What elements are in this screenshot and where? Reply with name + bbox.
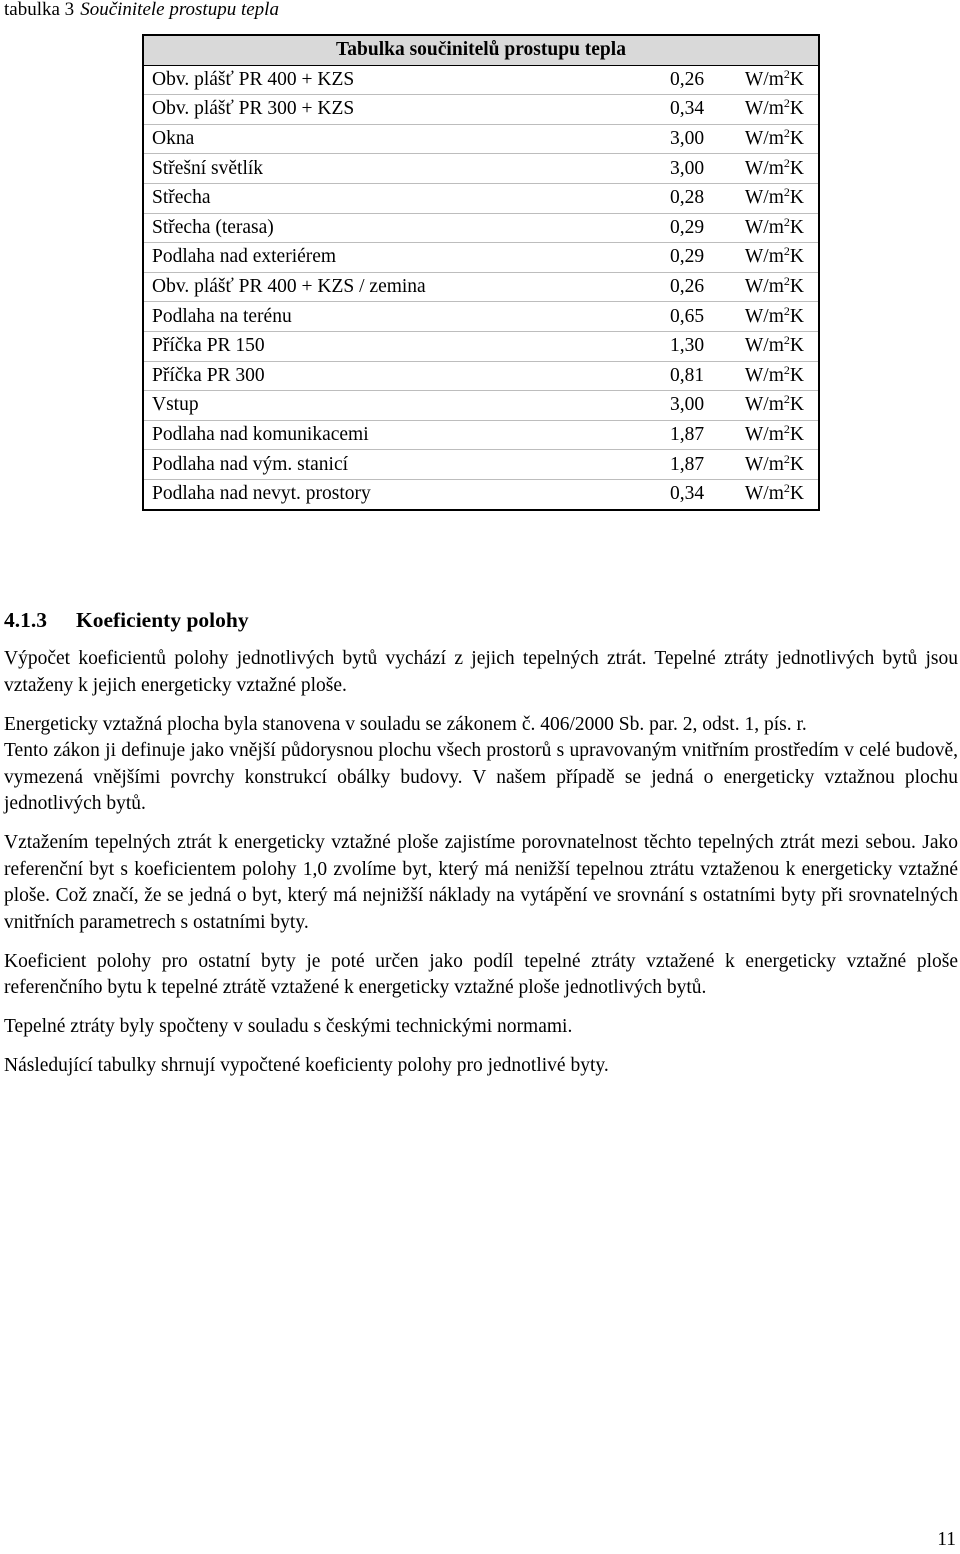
table-row: [143, 302, 819, 332]
paragraph-3: Tento zákon ji definuje jako vnější půdorysnou plochu všech prostorů s upravovaným vnitřním prostředím v celé budově, vymezená vnějšími povrchy konstrukcí obálky budovy. V našem případě se jedná o energeticky vztažnou plochu jednotlivých bytů.: [4, 740, 958, 814]
table-row: [143, 65, 819, 95]
table-row: [143, 213, 819, 243]
row-unit: [724, 154, 819, 184]
unit-base: W/m: [744, 276, 784, 298]
row-value: 1,87: [579, 420, 724, 450]
table-row: [143, 391, 819, 421]
row-unit: [724, 213, 819, 243]
table-row: [143, 331, 819, 361]
row-value: 0,34: [579, 95, 724, 125]
row-unit: [724, 95, 819, 125]
unit-exponent: 2: [783, 481, 790, 496]
table-row: [143, 154, 819, 184]
unit-exponent: 2: [783, 451, 790, 466]
row-name: Obv. plášť PR 300 + KZS: [143, 95, 579, 125]
unit-base: W/m: [744, 424, 784, 446]
unit-suffix: K: [789, 187, 804, 209]
row-value: 0,29: [579, 243, 724, 273]
paragraph-1: Výpočet koeficientů polohy jednotlivých bytů vychází z jejich tepelných ztrát. Tepelné ztráty jednotlivých bytů jsou vztaženy k jejich energeticky vztažné ploše.: [4, 648, 958, 696]
unit-base: W/m: [744, 98, 784, 120]
table-row: [143, 272, 819, 302]
paragraph-2: Energeticky vztažná plocha byla stanovena v souladu se zákonem č. 406/2000 Sb. par. 2, odst. 1, pís. r.: [4, 713, 807, 735]
row-unit: [724, 65, 819, 95]
unit-base: W/m: [744, 68, 784, 90]
unit-suffix: K: [789, 68, 804, 90]
unit-base: W/m: [744, 187, 784, 209]
row-unit: [724, 361, 819, 391]
paragraph-5: Koeficient polohy pro ostatní byty je poté určen jako podíl tepelné ztráty vztažené k energeticky vztažné ploše referenčního bytu k tepelné ztrátě vztažené k energeticky vztažné ploše jednotlivých bytů.: [4, 950, 958, 998]
table-row: [143, 124, 819, 154]
section-heading: [4, 606, 249, 634]
table-row: [143, 95, 819, 125]
unit-suffix: K: [789, 276, 804, 298]
unit-suffix: K: [789, 364, 804, 386]
page-number: 11: [937, 1529, 956, 1550]
unit-suffix: K: [789, 483, 804, 505]
unit-exponent: 2: [783, 274, 790, 289]
row-unit: [724, 331, 819, 361]
row-name: Střecha (terasa): [143, 213, 579, 243]
unit-suffix: K: [789, 216, 804, 238]
row-name: Střešní světlík: [143, 154, 579, 184]
row-value: 0,65: [579, 302, 724, 332]
row-name: Příčka PR 300: [143, 361, 579, 391]
row-value: 0,29: [579, 213, 724, 243]
unit-base: W/m: [744, 305, 784, 327]
paragraph-4: Vztažením tepelných ztrát k energeticky vztažné ploše zajistíme porovnatelnost těchto tepelných ztrát mezi sebou. Jako referenční byt s koeficientem polohy 1,0 zvolíme byt, který má nenižší tepelnou ztrátu vztaženou k energeticky vztažné ploše. Což značí, že se jedná o byt, který má nejnižší náklady na vytápění ve srovnání s ostatními byty při srovnatelných vnitřních parametrech s ostatními byty.: [4, 832, 958, 933]
row-name: Příčka PR 150: [143, 331, 579, 361]
row-unit: [724, 479, 819, 509]
unit-exponent: 2: [783, 362, 790, 377]
table-row: [143, 243, 819, 273]
paragraph-6: Tepelné ztráty byly spočteny v souladu s českými technickými normami.: [4, 1016, 573, 1037]
unit-exponent: 2: [783, 66, 790, 81]
row-name: Podlaha nad vým. stanicí: [143, 450, 579, 480]
caption-label: tabulka 3: [4, 0, 75, 20]
unit-suffix: K: [789, 157, 804, 179]
unit-base: W/m: [744, 128, 784, 150]
unit-base: W/m: [744, 453, 784, 475]
unit-exponent: 2: [783, 422, 790, 437]
unit-exponent: 2: [783, 126, 790, 141]
row-value: 3,00: [579, 154, 724, 184]
unit-base: W/m: [744, 157, 784, 179]
unit-exponent: 2: [783, 214, 790, 229]
unit-exponent: 2: [783, 303, 790, 318]
row-value: 0,81: [579, 361, 724, 391]
unit-base: W/m: [744, 216, 784, 238]
unit-suffix: K: [789, 246, 804, 268]
table-row: [143, 479, 819, 509]
unit-exponent: 2: [783, 392, 790, 407]
table-row: [143, 420, 819, 450]
unit-exponent: 2: [783, 185, 790, 200]
heat-transfer-table: [142, 34, 820, 511]
table-row: [143, 361, 819, 391]
row-name: Okna: [143, 124, 579, 154]
table-row: [143, 183, 819, 213]
caption-title: Součinitele prostupu tepla: [80, 0, 279, 20]
unit-base: W/m: [744, 246, 784, 268]
row-name: Podlaha nad komunikacemi: [143, 420, 579, 450]
row-value: 3,00: [579, 391, 724, 421]
row-name: Obv. plášť PR 400 + KZS / zemina: [143, 272, 579, 302]
table-row: [143, 450, 819, 480]
row-name: Vstup: [143, 391, 579, 421]
row-value: 0,26: [579, 272, 724, 302]
row-unit: [724, 272, 819, 302]
row-value: 0,34: [669, 483, 705, 505]
unit-base: W/m: [744, 364, 784, 386]
paragraph-7: Následující tabulky shrnují vypočtené koeficienty polohy pro jednotlivé byty.: [4, 1055, 609, 1076]
unit-suffix: K: [789, 335, 804, 357]
unit-suffix: K: [789, 394, 804, 416]
table-header-row: [143, 35, 819, 65]
unit-base: W/m: [744, 483, 784, 505]
section-number: 4.1.3: [4, 608, 47, 632]
row-value: 1,87: [579, 450, 724, 480]
section-title: Koeficienty polohy: [76, 608, 249, 632]
row-unit: [724, 420, 819, 450]
row-unit: [724, 391, 819, 421]
row-unit: [724, 183, 819, 213]
row-unit: [724, 243, 819, 273]
unit-exponent: 2: [783, 333, 790, 348]
row-name: Podlaha nad nevyt. prostory: [152, 483, 371, 505]
row-value: 1,30: [579, 331, 724, 361]
body-text: [4, 646, 958, 1092]
row-unit: [724, 124, 819, 154]
row-value: 0,28: [579, 183, 724, 213]
table-title: Tabulka součinitelů prostupu tepla: [143, 35, 819, 65]
unit-suffix: K: [789, 424, 804, 446]
row-name: Podlaha na terénu: [143, 302, 579, 332]
row-unit: [724, 450, 819, 480]
unit-exponent: 2: [783, 244, 790, 259]
row-unit: [724, 302, 819, 332]
unit-suffix: K: [789, 128, 804, 150]
unit-base: W/m: [744, 394, 784, 416]
unit-exponent: 2: [783, 155, 790, 170]
unit-base: W/m: [744, 335, 784, 357]
row-name: Podlaha nad exteriérem: [143, 243, 579, 273]
unit-exponent: 2: [783, 96, 790, 111]
row-value: 3,00: [579, 124, 724, 154]
unit-suffix: K: [789, 305, 804, 327]
row-name: Střecha: [143, 183, 579, 213]
unit-suffix: K: [789, 453, 804, 475]
row-name: Obv. plášť PR 400 + KZS: [143, 65, 579, 95]
row-value: 0,26: [579, 65, 724, 95]
unit-suffix: K: [789, 98, 804, 120]
table-caption: [4, 0, 279, 22]
